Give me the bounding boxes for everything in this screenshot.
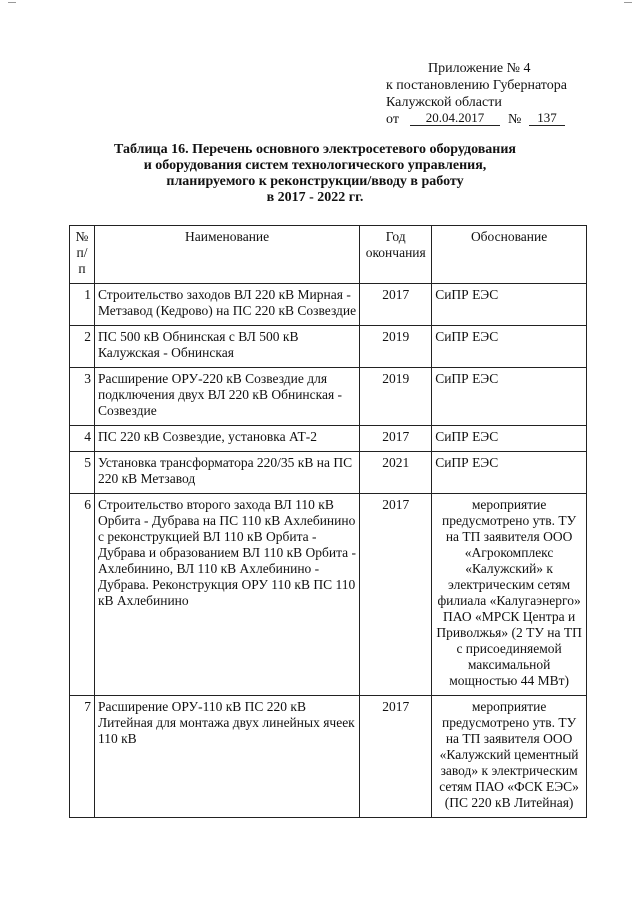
row-number: 5 [70,452,95,494]
header-year-line-2: окончания [365,245,426,260]
row-basis: СиПР ЕЭС [432,426,587,452]
table-title-line-1: Таблица 16. Перечень основного электросетевого оборудования [114,142,516,157]
header-name: Наименование [94,226,359,284]
appendix-decree-line: к постановлению Губернатора [386,78,567,93]
header-basis: Обоснование [432,226,587,284]
table-title-line-3: планируемого к реконструкции/вводу в работу [166,174,464,189]
appendix-order-line [386,111,606,128]
row-basis: мероприятие предусмотрено утв. ТУ на ТП заявителя ООО «Агрокомплекс «Калужский» к электрическим сетям филиала «Калугаэнерго» ПАО «МРСК Центра и Приволжья» (2 ТУ на ТП с присоединяемой максимальной мощностью 44 МВт) [432,494,587,696]
number-label: № [508,112,522,127]
table-title-line-4: в 2017 - 2022 гг. [266,190,364,205]
table-row [70,452,587,494]
appendix-region-line: Калужской области [386,95,502,110]
table-header-row [70,226,587,284]
row-year: 2019 [360,326,432,368]
row-basis: мероприятие предусмотрено утв. ТУ на ТП заявителя ООО «Калужский цементный завод» к электрическим сетям ПАО «ФСК ЕЭС» (ПС 220 кВ Литейная) [432,696,587,818]
row-number: 4 [70,426,95,452]
table-row [70,326,587,368]
row-name: Строительство заходов ВЛ 220 кВ Мирная - Метзавод (Кедрово) на ПС 220 кВ Созвездие [94,284,359,326]
table-row [70,696,587,818]
row-name: Расширение ОРУ-110 кВ ПС 220 кВ Литейная для монтажа двух линейных ячеек 110 кВ [94,696,359,818]
row-name: Строительство второго захода ВЛ 110 кВ Орбита - Дубрава на ПС 110 кВ Ахлебинино с реконструкцией ВЛ 110 кВ Орбита - Дубрава и образованием ВЛ 110 кВ Орбита - Ахлебинино, ВЛ 110 кВ Ахлебинино - Дубрава. Реконструкция ОРУ 110 кВ ПС 110 кВ Ахлебинино [94,494,359,696]
row-basis: СиПР ЕЭС [432,452,587,494]
order-number: 137 [529,111,565,126]
row-year: 2021 [360,452,432,494]
row-number: 6 [70,494,95,696]
row-number: 2 [70,326,95,368]
row-year: 2017 [360,696,432,818]
table-row [70,494,587,696]
row-basis: СиПР ЕЭС [432,368,587,426]
table-row [70,368,587,426]
scan-corner-mark-left [8,2,16,3]
table-row [70,426,587,452]
row-name: Расширение ОРУ-220 кВ Созвездие для подключения двух ВЛ 220 кВ Обнинская - Созвездие [94,368,359,426]
header-year-line-1: Год [385,229,406,244]
table-title [100,142,530,206]
appendix-title: Приложение № 4 [428,61,531,76]
scan-corner-mark-right [624,2,632,3]
row-number: 3 [70,368,95,426]
header-number [70,226,95,284]
table-title-line-2: и оборудования систем технологического управления, [143,158,487,173]
row-year: 2017 [360,284,432,326]
header-year [360,226,432,284]
row-name: ПС 500 кВ Обнинская с ВЛ 500 кВ Калужская - Обнинская [94,326,359,368]
row-year: 2019 [360,368,432,426]
row-name: Установка трансформатора 220/35 кВ на ПС 220 кВ Метзавод [94,452,359,494]
row-number: 7 [70,696,95,818]
row-basis: СиПР ЕЭС [432,326,587,368]
order-date: 20.04.2017 [410,111,500,126]
row-name: ПС 220 кВ Созвездие, установка АТ-2 [94,426,359,452]
row-year: 2017 [360,494,432,696]
from-label: от [386,112,399,127]
header-number-abbrev: п/п [76,245,88,276]
header-number-sign: № [75,229,89,244]
table-row [70,284,587,326]
appendix-block [386,60,606,128]
row-year: 2017 [360,426,432,452]
equipment-table [69,225,587,818]
row-basis: СиПР ЕЭС [432,284,587,326]
row-number: 1 [70,284,95,326]
